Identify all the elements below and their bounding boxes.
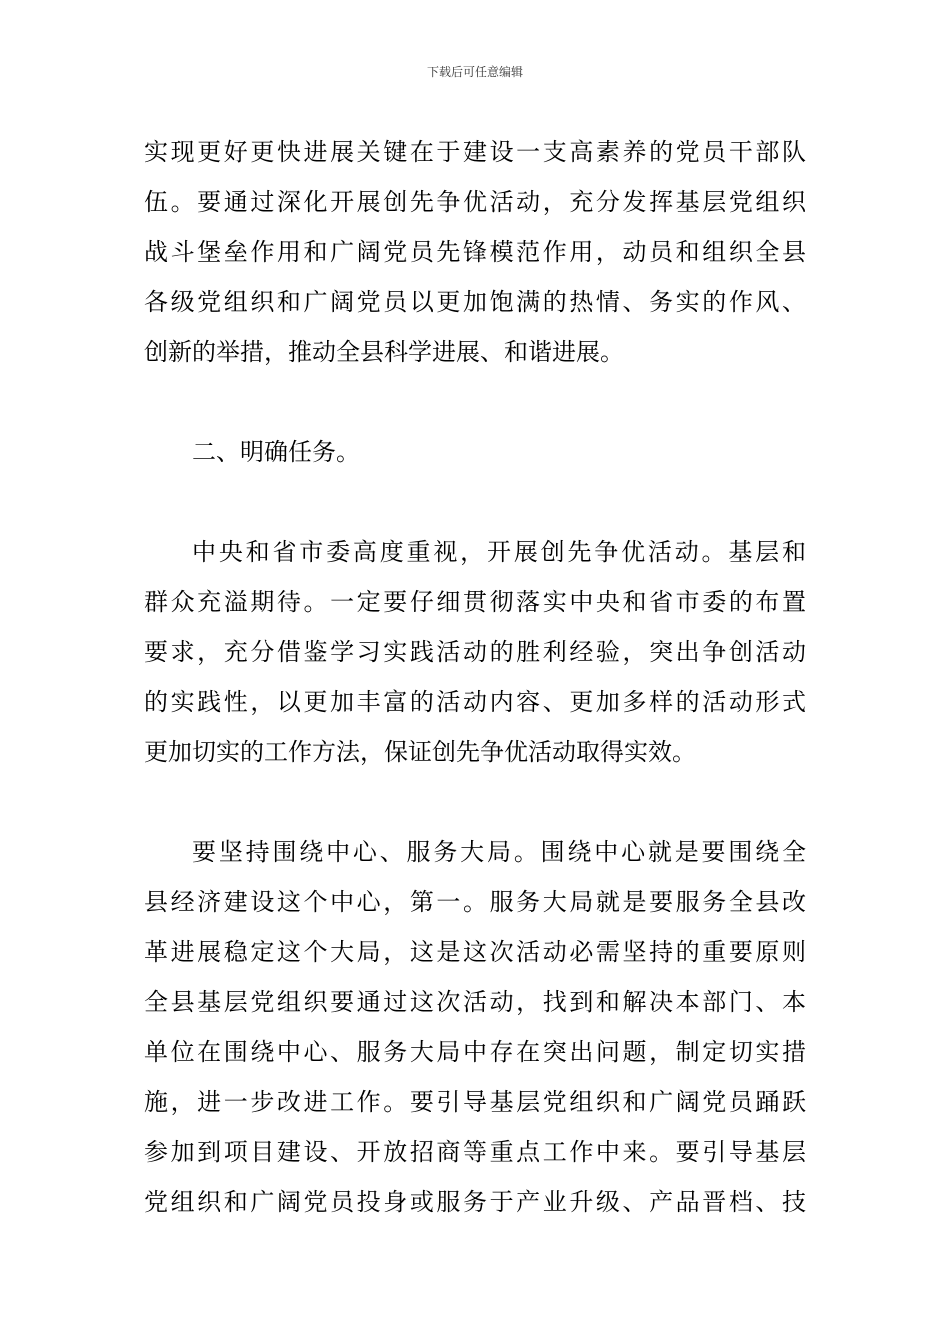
paragraph-spacer — [144, 377, 806, 427]
page-header: 下载后可任意编辑 — [426, 65, 523, 79]
text-line: 单位在围绕中心、服务大局中存在突出问题，制定切实措 — [144, 1038, 806, 1066]
text-line: 施，进一步改进工作。要引导基层党组织和广阔党员踊跃 — [144, 1088, 806, 1116]
text-line: 革进展稳定这个大局，这是这次活动必需坚持的重要原则 — [144, 938, 806, 966]
text-line: 各级党组织和广阔党员以更加饱满的热情、务实的作风、 — [144, 288, 806, 316]
text-line: 群众充溢期待。一定要仔细贯彻落实中央和省市委的布置 — [144, 588, 806, 616]
text-line: 更加切实的工作方法，保证创先争优活动取得实效。 — [144, 738, 696, 766]
paragraph-spacer — [144, 777, 806, 827]
document-body — [144, 127, 806, 1227]
paragraph-2 — [144, 527, 806, 777]
text-line: 伍。要通过深化开展创先争优活动，充分发挥基层党组织 — [144, 188, 806, 216]
section-heading — [144, 427, 806, 477]
paragraph-3 — [144, 827, 806, 1227]
text-line: 战斗堡垒作用和广阔党员先锋模范作用，动员和组织全县 — [144, 238, 806, 266]
text-line: 县经济建设这个中心，第一。服务大局就是要服务全县改 — [144, 888, 806, 916]
text-line: 中央和省市委高度重视，开展创先争优活动。基层和 — [192, 538, 806, 566]
text-line: 创新的举措，推动全县科学进展、和谐进展。 — [144, 338, 624, 366]
text-line: 的实践性，以更加丰富的活动内容、更加多样的活动形式 — [144, 688, 806, 716]
paragraph-1 — [144, 127, 806, 377]
text-line: 要求，充分借鉴学习实践活动的胜利经验，突出争创活动 — [144, 638, 806, 666]
text-line: 全县基层党组织要通过这次活动，找到和解决本部门、本 — [144, 988, 806, 1016]
heading-text: 二、明确任务。 — [192, 438, 360, 466]
paragraph-spacer — [144, 477, 806, 527]
text-line: 实现更好更快进展关键在于建设一支高素养的党员干部队 — [144, 138, 806, 166]
text-line: 参加到项目建设、开放招商等重点工作中来。要引导基层 — [144, 1138, 806, 1166]
text-line: 党组织和广阔党员投身或服务于产业升级、产品晋档、技 — [144, 1188, 806, 1216]
text-line: 要坚持围绕中心、服务大局。围绕中心就是要围绕全 — [192, 838, 806, 866]
